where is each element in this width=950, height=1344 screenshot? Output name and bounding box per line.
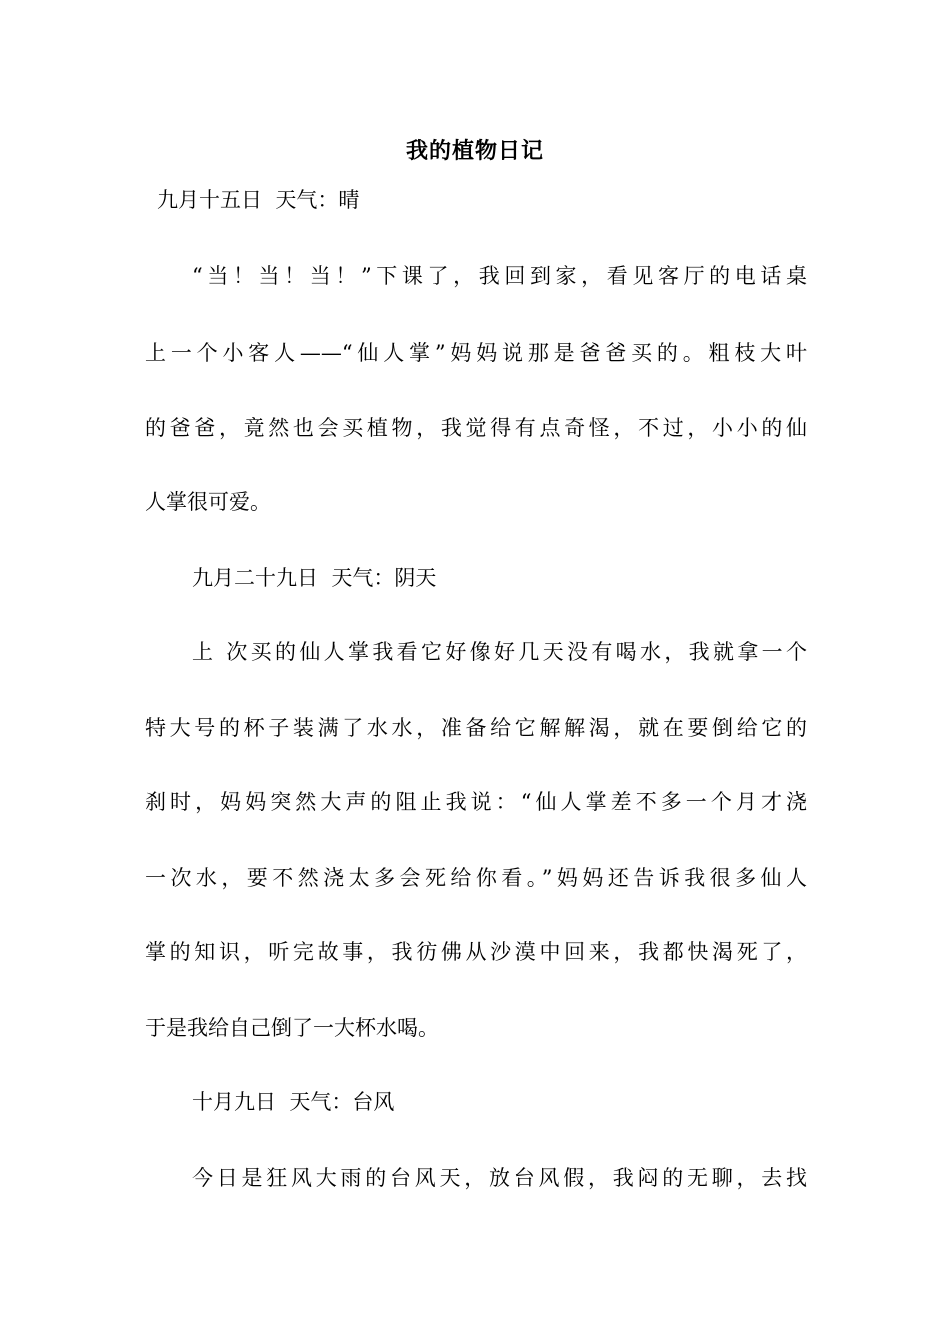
entry-date: 九月二十九日 天气：阴天 bbox=[192, 566, 437, 590]
entry-date: 十月九日 天气：台风 bbox=[192, 1090, 395, 1114]
paragraph-line: 刹时，妈妈突然大声的阻止我说：“仙人掌差不多一个月才浇 bbox=[145, 790, 807, 814]
paragraph-line: 特大号的杯子装满了水水，准备给它解解渴，就在要倒给它的 bbox=[145, 716, 807, 740]
paragraph-line: 人掌很可爱。 bbox=[145, 490, 271, 514]
paragraph-line: 上一个小客人——“仙人掌”妈妈说那是爸爸买的。粗枝大叶 bbox=[145, 341, 807, 365]
paragraph-line: 今日是狂风大雨的台风天，放台风假，我闷的无聊，去找 bbox=[192, 1166, 807, 1190]
paragraph-line: 一次水，要不然浇太多会死给你看。”妈妈还告诉我很多仙人 bbox=[145, 866, 807, 890]
paragraph-line: 上 次买的仙人掌我看它好像好几天没有喝水，我就拿一个 bbox=[192, 640, 807, 664]
document-title: 我的植物日记 bbox=[405, 138, 544, 164]
paragraph-line: 的爸爸，竟然也会买植物，我觉得有点奇怪，不过，小小的仙 bbox=[145, 416, 807, 440]
paragraph-line: 掌的知识，听完故事，我彷佛从沙漠中回来，我都快渴死了， bbox=[145, 940, 807, 964]
paragraph-line: 于是我给自己倒了一大杯水喝。 bbox=[145, 1016, 439, 1040]
entry-date: 九月十五日 天气：晴 bbox=[157, 188, 360, 212]
paragraph-line: “当！当！当！”下课了，我回到家，看见客厅的电话桌 bbox=[192, 264, 807, 288]
